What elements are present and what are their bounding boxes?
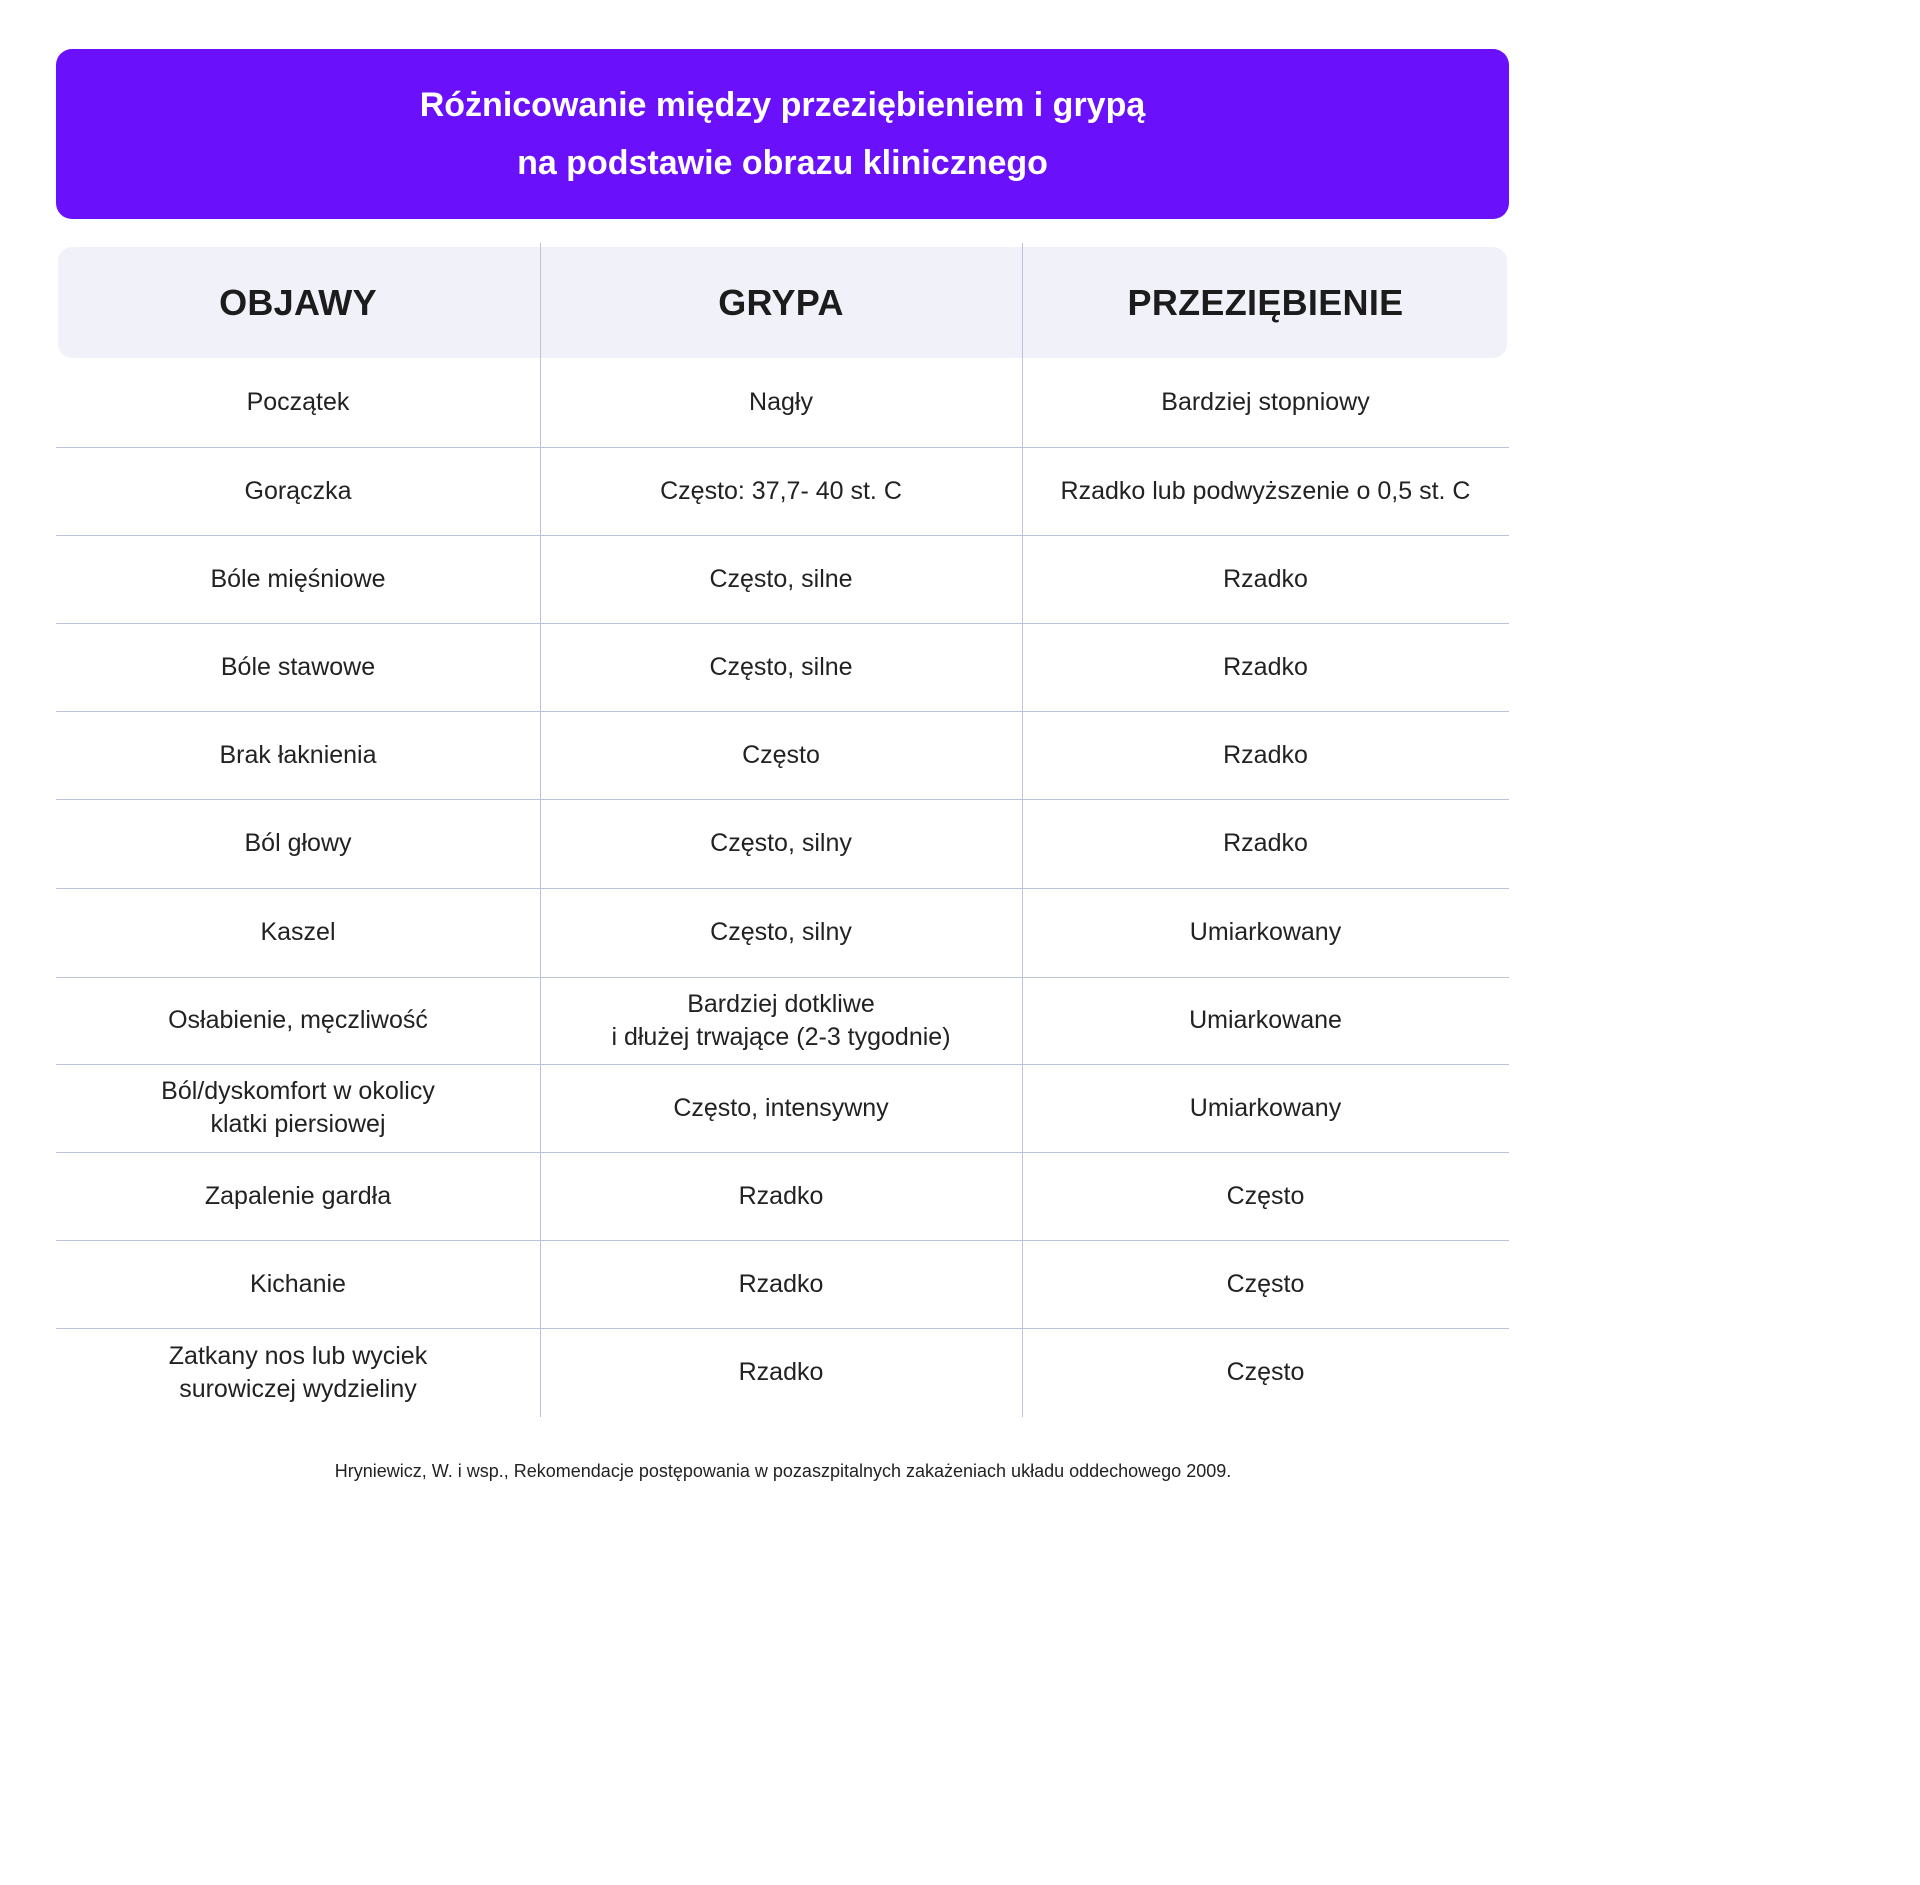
table-cell: Rzadko (738, 1358, 824, 1386)
table-cell: Kichanie (250, 1269, 346, 1298)
table-cell: Często: 37,7- 40 st. C (660, 476, 902, 505)
table-cell: Często, silny (710, 829, 852, 857)
table-cell: Bardziej stopniowy (1161, 388, 1370, 416)
table-cell: Często (1226, 1269, 1305, 1298)
table-cell: Kaszel (260, 918, 336, 946)
table-cell: Bardziej dotkliwe i dłużej trwające (2-3 tygodnie) (611, 989, 951, 1051)
table-cell: Rzadko lub podwyższenie o 0,5 st. C (1060, 476, 1471, 505)
table-cell: Umiarkowany (1189, 918, 1342, 946)
table-cell: Osłabienie, męczliwość (168, 1006, 428, 1034)
table-cell: Brak łaknienia (219, 740, 377, 769)
table-cell: Nagły (749, 388, 813, 416)
table-cell: Bóle stawowe (220, 652, 376, 681)
table-cell: Rzadko (1223, 652, 1308, 681)
table-cell: Umiarkowane (1189, 1006, 1342, 1034)
table-cell: Często (1226, 1181, 1305, 1210)
table-cell: Zatkany nos lub wyciek surowiczej wydzieliny (168, 1341, 428, 1403)
table-cell: Ból/dyskomfort w okolicy klatki piersiowej (161, 1077, 435, 1138)
table-cell: Rzadko (738, 1181, 824, 1210)
table-cell: Zapalenie gardła (204, 1181, 392, 1210)
table-cell: Początek (246, 388, 350, 416)
table-cell: Rzadko (1223, 740, 1308, 769)
header-przeziebienie: PRZEZIĘBIENIE (1127, 282, 1404, 323)
table-cell: Często, silne (709, 564, 853, 593)
table-cell: Rzadko (1223, 564, 1308, 593)
title-line-2: na podstawie obrazu klinicznego (517, 144, 1048, 182)
table-cell: Rzadko (738, 1269, 824, 1298)
table-cell: Ból głowy (244, 829, 352, 857)
header-objawy: OBJAWY (219, 282, 377, 323)
table-cell: Często (742, 740, 820, 769)
comparison-table (56, 243, 1509, 1417)
source-citation: Hryniewicz, W. i wsp., Rekomendacje postępowania w pozaszpitalnych zakażeniach układu oddechowego 2009. (334, 1461, 1232, 1481)
header-grypa: GRYPA (718, 282, 844, 323)
table-cell: Gorączka (244, 476, 352, 505)
table-cell: Rzadko (1223, 829, 1308, 857)
table-cell: Często, silny (710, 918, 852, 946)
table-cell: Często, intensywny (673, 1093, 889, 1122)
table-cell: Umiarkowany (1189, 1093, 1342, 1122)
title-banner (56, 49, 1509, 219)
title-line-1: Różnicowanie między przeziębieniem i grypą (419, 86, 1146, 124)
table-cell: Często, silne (709, 652, 853, 681)
table-cell: Bóle mięśniowe (210, 564, 386, 593)
table-cell: Często (1226, 1358, 1305, 1386)
